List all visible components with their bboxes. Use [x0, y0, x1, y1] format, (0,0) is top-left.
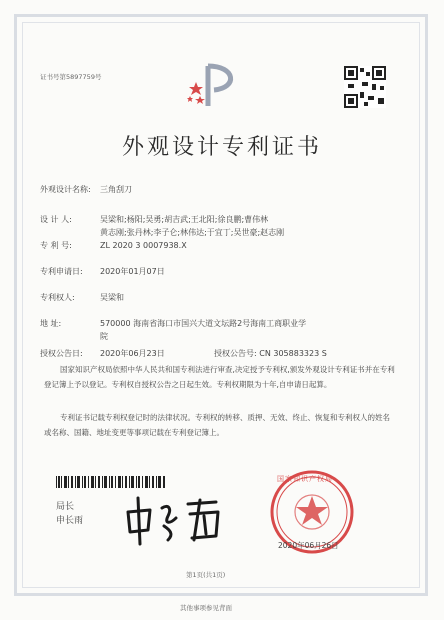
announce-number-label: 授权公告号: [214, 349, 257, 358]
filing-date-value: 2020年01月07日 [100, 267, 165, 276]
patent-number-row [40, 240, 187, 251]
seal-text: 国家知识产权局 [277, 475, 333, 483]
address-row [40, 318, 306, 329]
grant-date-row [40, 348, 165, 359]
barcode-icon [56, 476, 166, 488]
qr-code-icon [344, 66, 386, 108]
announce-number-row [214, 348, 327, 359]
designers-line2: 黄志刚;张丹林;李子仑;林伟达;于宜丁;吴世豪;赵志刚 [100, 228, 285, 237]
filing-date-row [40, 266, 165, 277]
address-line2: 院 [100, 332, 108, 341]
director-label: 局长 [56, 502, 75, 512]
patentee-value: 吴梁和 [100, 293, 124, 302]
legal-paragraph-2: 专利证书记载专利权登记时的法律状况。专利权的转移、质押、无效、终止、恢复和专利权人的姓名或名称、国籍、地址变更等事项记载在专利登记簿上。 [44, 413, 390, 437]
director-signature-icon [120, 490, 230, 550]
patentee-label: 专利权人: [40, 293, 75, 302]
bottom-note: 其他事项参见背面 [180, 604, 232, 612]
design-name-value: 三角刮刀 [100, 185, 132, 194]
director-name: 申长雨 [56, 516, 84, 526]
designer-label: 设 计 人: [40, 215, 72, 224]
seal-date: 2020年06月26日 [278, 541, 339, 550]
patent-number-label: 专 利 号: [40, 241, 72, 250]
designers-line1: 吴梁和;杨阳;吴勇;胡吉武;王北阳;徐良鹏;曹伟林 [100, 215, 269, 224]
announce-number-value: CN 305883323 S [259, 349, 327, 358]
design-name-row [40, 184, 132, 195]
address-label: 地 址: [40, 319, 62, 328]
cnipa-logo-icon [186, 62, 246, 110]
page-info: 第1页(共1页) [186, 571, 226, 579]
filing-date-label: 专利申请日: [40, 267, 83, 276]
certificate-number: 证书号第5897759号 [40, 73, 102, 81]
certificate-title: 外观设计专利证书 [121, 135, 322, 160]
designer-row [40, 214, 268, 225]
design-name-label: 外观设计名称: [40, 185, 91, 194]
grant-date-label: 授权公告日: [40, 349, 83, 358]
legal-paragraph-1: 国家知识产权局依照中华人民共和国专利法进行审查,决定授予专利权,颁发外观设计专利证书并在专利登记簿上予以登记。专利权自授权公告之日起生效。专利权期限为十年,自申请日起算。 [44, 365, 395, 389]
patent-number-value: ZL 2020 3 0007938.X [100, 241, 187, 250]
patentee-row [40, 292, 124, 303]
grant-date-value: 2020年06月23日 [100, 349, 165, 358]
address-line1: 570000 海南省海口市国兴大道文坛路2号海南工商职业学 [100, 319, 307, 328]
